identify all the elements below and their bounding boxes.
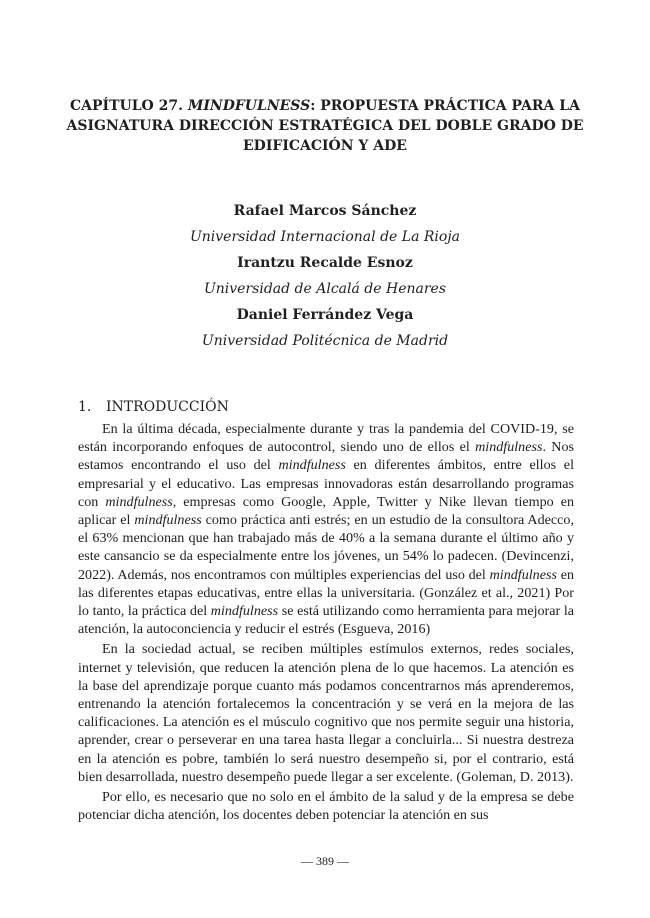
author-name: Irantzu Recalde Esnoz — [237, 255, 413, 271]
author-affiliation: Universidad Politécnica de Madrid — [201, 333, 449, 349]
text-run: En la última década, especialmente durante y tras la pandemia del COVID-19, se están incorporando enfoques de autocontrol, siendo uno de ellos el — [78, 421, 574, 456]
text-run: como práctica anti estrés; en un estudio de la consultora Adecco, el 63% mencionan que han trabajado más de 40% a la semana durante el último año y este cansancio se da especialmente entre los jóvenes, un 54% lo padecen. (Devincenzi, 2022). Además, nos encontramos con múltiples experiencias del uso del — [78, 512, 574, 583]
italic-term: mindfulness — [489, 566, 557, 583]
italic-term: mindfulness — [134, 512, 202, 529]
chapter-title — [62, 96, 588, 156]
section-number: 1. — [78, 399, 92, 415]
section-heading — [78, 398, 229, 416]
italic-term: mindfulness — [475, 439, 543, 456]
body-text — [78, 420, 574, 826]
author-affiliation: Universidad Internacional de La Rioja — [189, 229, 461, 245]
paragraph: En la sociedad actual, se reciben múltiples estímulos externos, redes sociales, internet y televisión, que reducen la atención plena de lo que hacemos. La atención es la base del aprendizaje porque cuanto más podamos concentrarnos más aprenderemos, entrenando la atención fortalecemos la concentración y se verá en la mejora de las calificaciones. La atención es el músculo cognitivo que nos permite seguir una historia, aprender, crear o perseverar en una tarea hasta llegar a concluirla... Si nuestra destreza en la atención es pobre, también lo será nuestro desempeño si, por el contrario, está bien desarrollada, nuestro desempeño puede llegar a ser excelente. (Goleman, D. 2013). — [78, 641, 574, 785]
text-run: . Nos estamos encontrando el uso del — [78, 439, 574, 474]
page-number: — 389 — — [301, 854, 349, 868]
text-run: , empresas como Google, Apple, Twitter y Nike llevan tiempo en aplicar el — [78, 493, 574, 529]
author-name: Rafael Marcos Sánchez — [233, 203, 417, 219]
author-list — [62, 198, 588, 354]
italic-term: mindfulness — [278, 457, 346, 474]
paragraph: Por ello, es necesario que no solo en el ámbito de la salud y de la empresa se debe potenciar dicha atención, los docentes deben potenciar la atención en sus — [78, 789, 574, 824]
text-run: en las diferentes etapas educativas, entre ellas la universitaria. (González et al., 2021) Por lo tanto, la práctica del — [78, 566, 574, 620]
section-title: INTRODUCCIÓN — [106, 399, 229, 415]
italic-term: mindfulness — [210, 603, 279, 620]
author-name: Daniel Ferrández Vega — [236, 307, 414, 323]
paragraph — [78, 420, 574, 638]
author-affiliation: Universidad de Alcalá de Henares — [203, 281, 447, 297]
text-run: se está utilizando como herramienta para mejorar la atención, la autoconciencia y reducir el estrés (Esgueva, 2016) — [78, 603, 574, 638]
chapter-keyword: MINDFULNESS — [187, 98, 311, 114]
chapter-title-rest: : PROPUESTA PRÁCTICA PARA LA ASIGNATURA DIRECCIÓN ESTRATÉGICA DEL DOBLE GRADO DE EDIFICACIÓN Y ADE — [66, 98, 584, 154]
italic-term: mindfulness — [105, 493, 173, 510]
chapter-prefix: CAPÍTULO 27. — [70, 98, 188, 114]
text-run: en diferentes ámbitos, entre ellos el empresarial y el educativo. Las empresas innovadoras están desarrollando programas con — [78, 457, 574, 510]
